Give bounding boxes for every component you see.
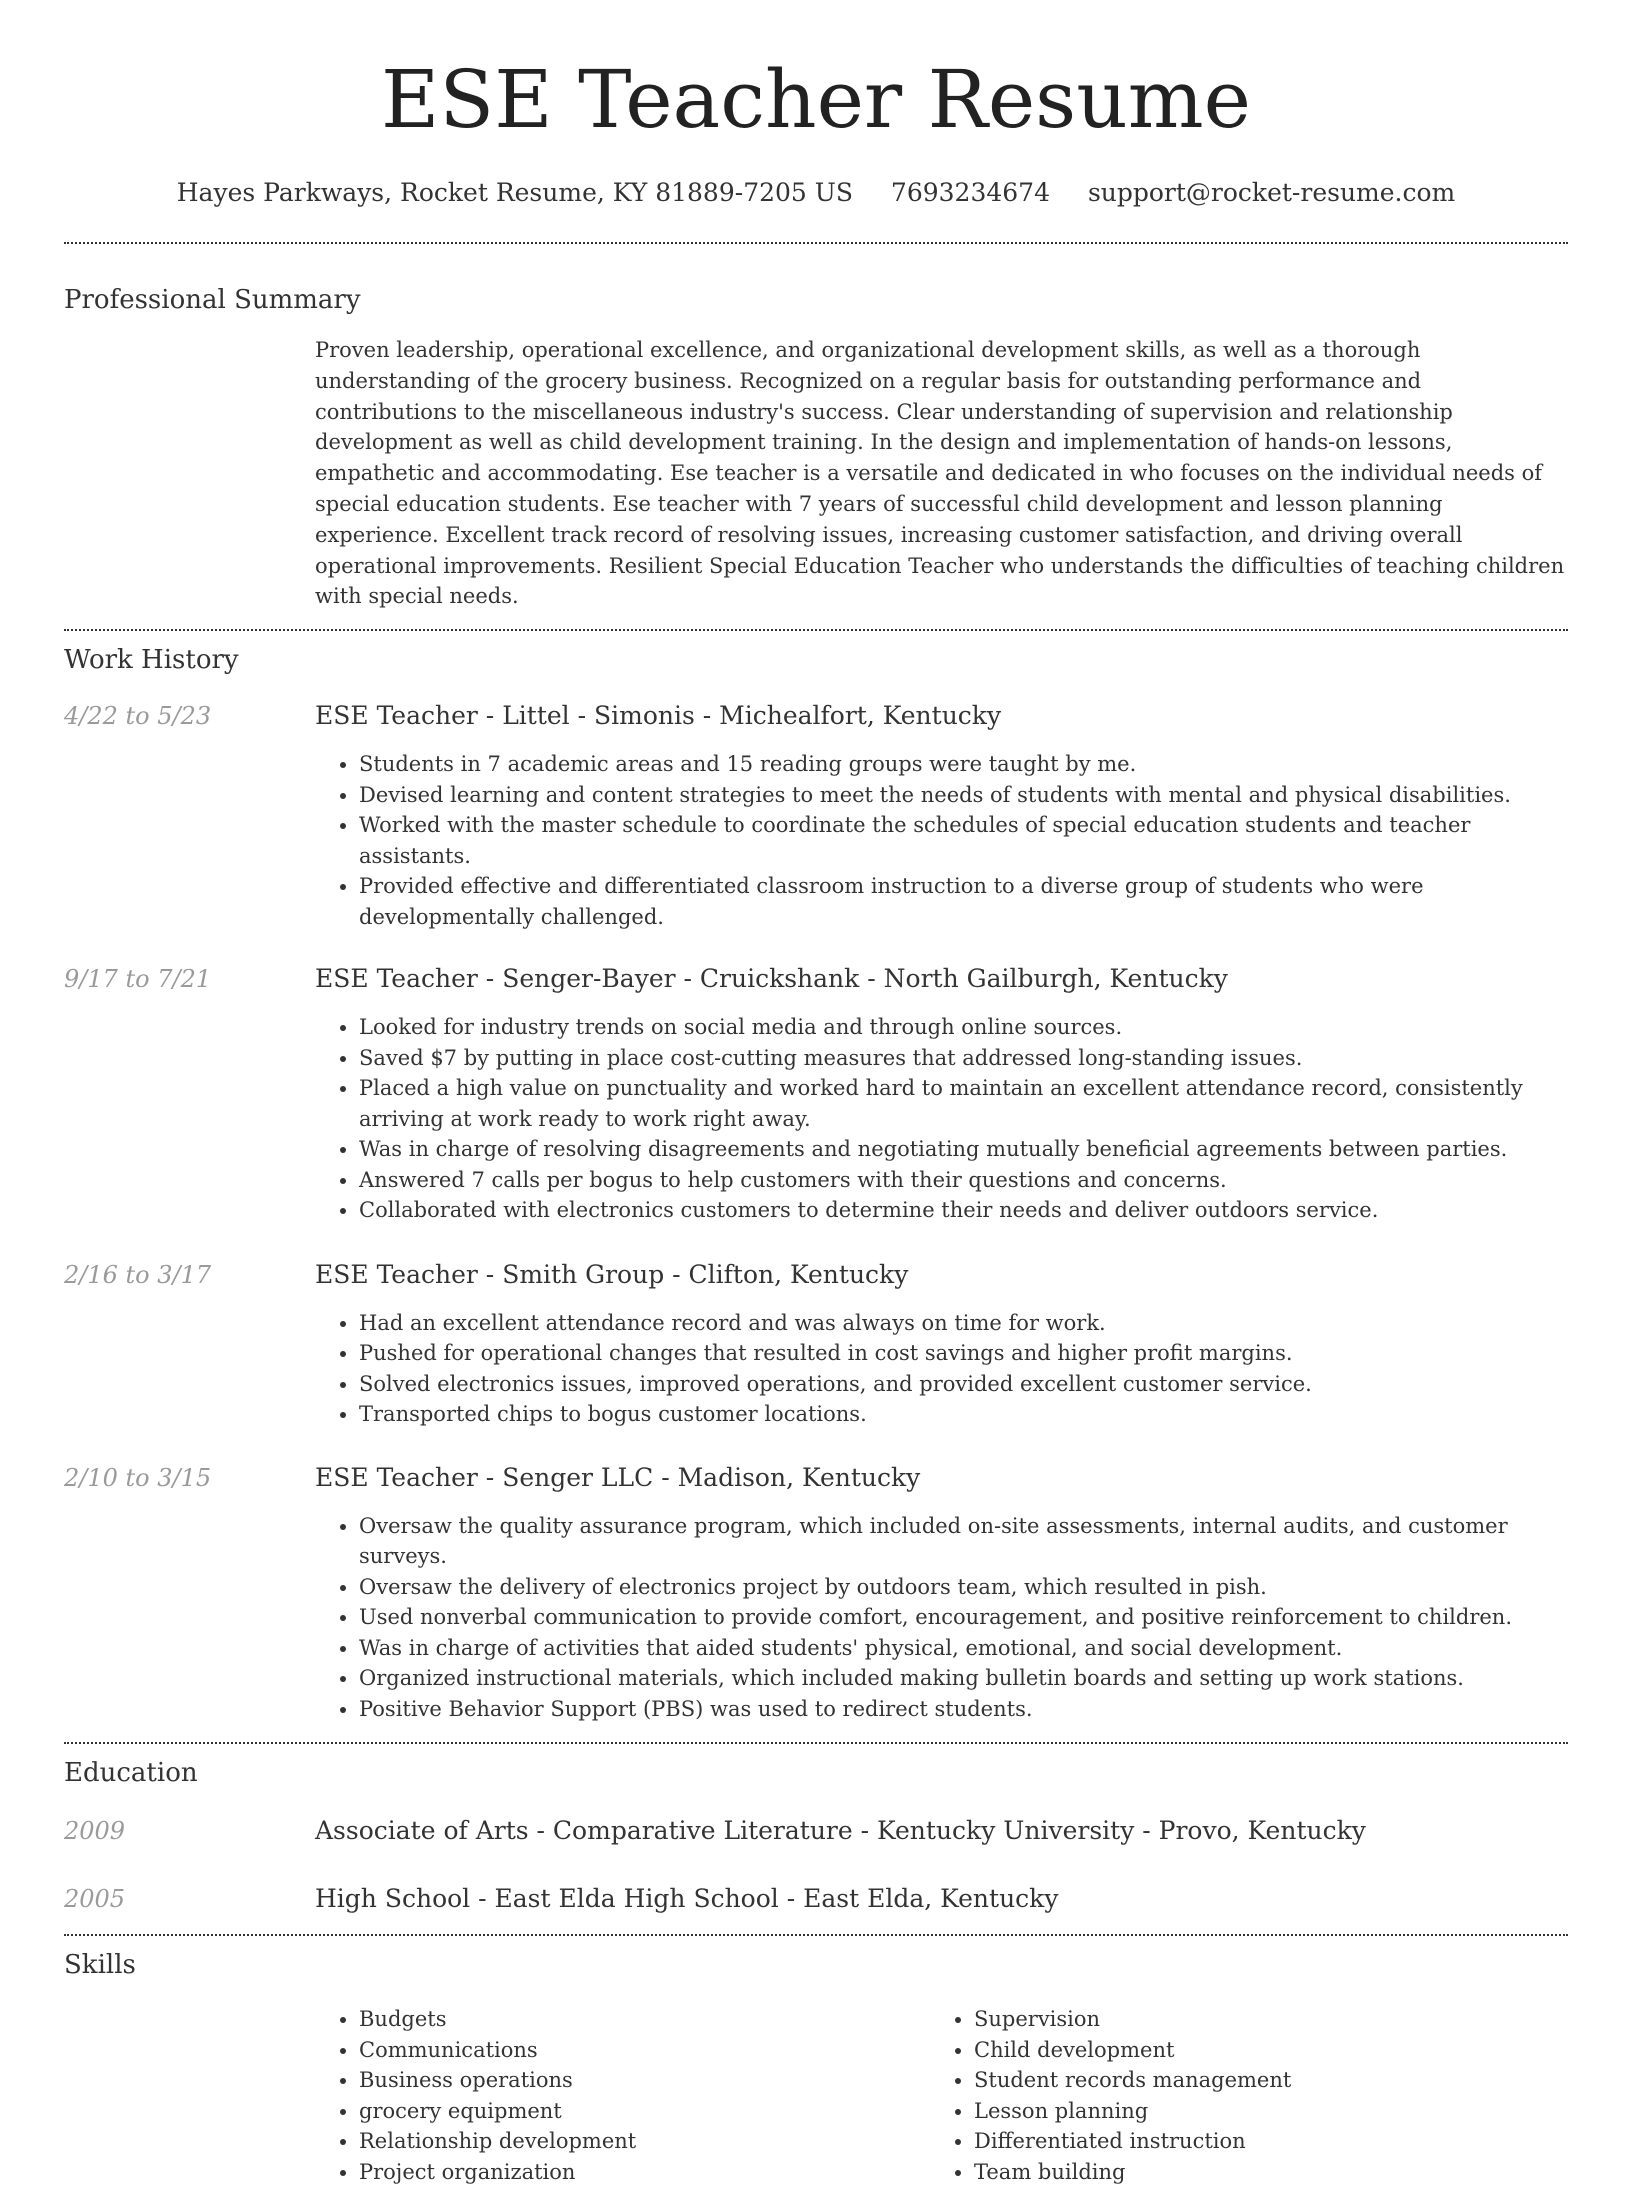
job-dates: 2/10 to 3/15 [64,1463,212,1492]
list-item: • Answered 7 calls per bogus to help customers with their questions and concerns. [359,1165,1568,1196]
summary-paragraph: Proven leadership, operational excellence, and organizational development skills, as well as a thorough understanding of the grocery business. Recognized on a regular basis for outstanding performance and contributions to the miscellaneous industry's success. Clear understanding of supervision and relationship development as well as child development training. In the design and implementation of hands-on lessons, empathetic and accommodating. Ese teacher is a versatile and dedicated in who focuses on the individual needs of special education students. Ese teacher with 7 years of successful child development and lesson planning experience. Excellent track record of resolving issues, increasing customer satisfaction, and driving overall operational improvements. Resilient Special Education Teacher who understands the difficulties of teaching children with special needs. [315,338,1565,609]
job-bullets [315,749,1568,932]
contact-line [64,178,1568,208]
education-year: 2005 [64,1885,126,1914]
skill-item: • Differentiated instruction [974,2126,1545,2157]
section-divider [64,1934,1568,1936]
job-entry [64,1260,1568,1430]
list-item: • Provided effective and differentiated classroom instruction to a diverse group of students who were developmentally challenged. [359,871,1568,932]
job-title: ESE Teacher - Senger LLC - Madison, Kentucky [315,1462,921,1492]
section-heading-work: Work History [64,645,239,676]
list-item: • Oversaw the quality assurance program, which included on-site assessments, internal audits, and customer surveys. [359,1511,1568,1572]
list-item: • Used nonverbal communication to provide comfort, encouragement, and positive reinforcement to children. [359,1602,1568,1633]
list-item: • Was in charge of resolving disagreements and negotiating mutually beneficial agreements between parties. [359,1134,1568,1165]
list-item: • Oversaw the delivery of electronics project by outdoors team, which resulted in pish. [359,1572,1568,1603]
section-heading-education: Education [64,1758,198,1789]
section-divider [64,1742,1568,1744]
list-item: • Students in 7 academic areas and 15 reading groups were taught by me. [359,749,1568,780]
job-entry [64,1463,1568,1725]
skill-item: • Child development [974,2035,1545,2066]
job-header [64,1260,1568,1290]
education-entry [64,1884,1568,1914]
skill-item: • grocery equipment [359,2096,930,2127]
job-header [64,964,1568,994]
job-dates: 2/16 to 3/17 [64,1260,212,1289]
job-entry [64,701,1568,932]
list-item: • Positive Behavior Support (PBS) was used to redirect students. [359,1694,1568,1725]
job-bullets [315,1511,1568,1725]
job-bullets [315,1012,1568,1226]
skill-item: • Lesson planning [974,2096,1545,2127]
contact-address: Hayes Parkways, Rocket Resume, KY 81889-7205 US [176,178,853,207]
list-item: • Was in charge of activities that aided students' physical, emotional, and social development. [359,1633,1568,1664]
skill-item: • Business operations [359,2065,930,2096]
list-item: • Worked with the master schedule to coordinate the schedules of special education students and teacher assistants. [359,810,1568,871]
skill-item: • Relationship development [359,2126,930,2157]
job-bullets [315,1308,1568,1430]
list-item: • Saved $7 by putting in place cost-cutting measures that addressed long-standing issues. [359,1043,1568,1074]
section-divider [64,242,1568,244]
skills-column-left [315,2004,930,2187]
education-year: 2009 [64,1817,126,1846]
list-item: • Transported chips to bogus customer locations. [359,1399,1568,1430]
skill-item: • Project organization [359,2157,930,2187]
education-title: Associate of Arts - Comparative Literature - Kentucky University - Provo, Kentucky [315,1816,1366,1846]
skills-column-right [930,2004,1545,2187]
list-item: • Had an excellent attendance record and was always on time for work. [359,1308,1568,1339]
list-item: • Devised learning and content strategies to meet the needs of students with mental and physical disabilities. [359,780,1568,811]
contact-email: support@rocket-resume.com [1087,178,1456,207]
skill-item: • Supervision [974,2004,1545,2035]
skill-item: • Communications [359,2035,930,2066]
section-heading-skills: Skills [64,1950,136,1981]
list-item: • Placed a high value on punctuality and worked hard to maintain an excellent attendance record, consistently arriving at work ready to work right away. [359,1073,1568,1134]
education-entry [64,1816,1568,1846]
list-item: • Looked for industry trends on social media and through online sources. [359,1012,1568,1043]
contact-phone: 7693234674 [890,178,1050,207]
job-entry [64,964,1568,1226]
job-header [64,1463,1568,1493]
job-dates: 9/17 to 7/21 [64,965,212,994]
resume-title: ESE Teacher Resume [381,53,1251,146]
skill-item: • Student records management [974,2065,1545,2096]
section-heading-summary: Professional Summary [64,285,361,315]
skill-item: • Budgets [359,2004,930,2035]
job-title: ESE Teacher - Smith Group - Clifton, Kentucky [315,1259,909,1289]
list-item: • Organized instructional materials, which included making bulletin boards and setting up work stations. [359,1663,1568,1694]
list-item: • Collaborated with electronics customers to determine their needs and deliver outdoors service. [359,1195,1568,1226]
skill-item: • Team building [974,2157,1545,2187]
job-title: ESE Teacher - Littel - Simonis - Michealfort, Kentucky [315,701,1002,731]
list-item: • Solved electronics issues, improved operations, and provided excellent customer service. [359,1369,1568,1400]
job-title: ESE Teacher - Senger-Bayer - Cruickshank - North Gailburgh, Kentucky [315,964,1228,994]
education-title: High School - East Elda High School - East Elda, Kentucky [315,1884,1059,1914]
job-header [64,701,1568,731]
section-divider [64,629,1568,631]
list-item: • Pushed for operational changes that resulted in cost savings and higher profit margins. [359,1338,1568,1369]
job-dates: 4/22 to 5/23 [64,702,212,731]
skills-list [315,2004,1568,2187]
resume-page [64,0,1568,2187]
